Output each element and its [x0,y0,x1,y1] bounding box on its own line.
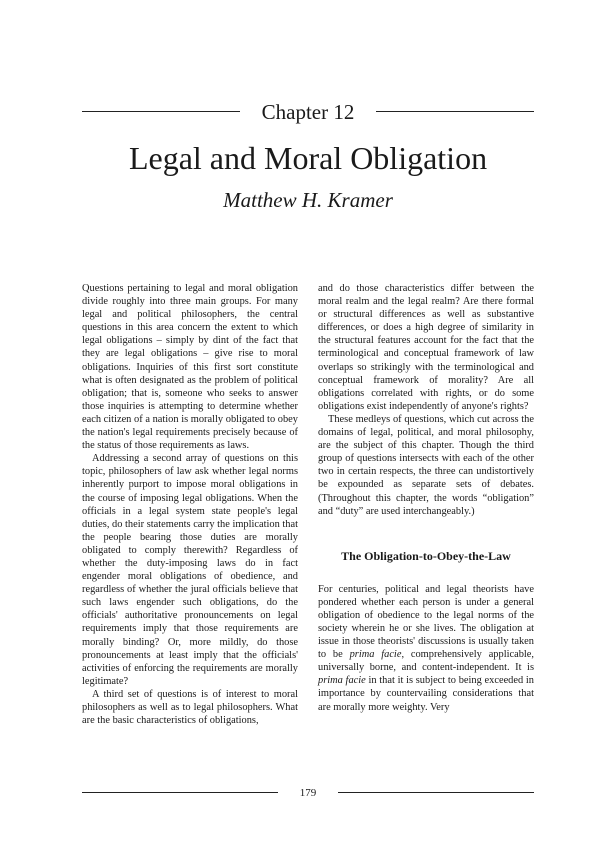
paragraph: These medleys of questions, which cut across the domains of legal, political, and moral philosophy, are the subject of this chapter. Though the third group of questions intersects with each of the other two in certain respects, the three can undistortively be expounded as separate sets of debates. (Throughout this chapter, the words “obligation” and “duty” are used interchangeably.) [318,413,534,517]
footer-rule-right [338,792,534,793]
left-column [82,282,298,727]
paragraph: and do those characteristics differ between the moral realm and the legal realm? Are there formal or structural differences as well as substantive differences, or does a high degree of similarity in the structural features account for the fact that the terminological and conceptual framework of law overlaps so strikingly with the terminological and conceptual framework of morality? Are all obligations correlated with rights, or do some obligations exist independently of anyone's rights? [318,283,534,412]
chapter-title: Legal and Moral Obligation [128,140,488,176]
section-heading: The Obligation-to-Obey-the-Law [341,548,511,563]
emphasis: prima facie [349,649,402,661]
emphasis: prima facie [318,675,366,687]
page-number: 179 [299,787,317,799]
paragraph: Addressing a second array of questions on this topic, philosophers of law ask whether legal norms inherently purport to impose moral obligations in the course of imposing legal obligations. When the officials in a legal system state people's legal duties, do their statements carry the implication that the people bearing those duties are morally obligated to comply therewith? Regardless of whether the duty-imposing laws do in fact engender moral obligations of obedience, and regardless of whether the jural officials believe that such laws engender such obligations, do the officials' authoritative pronouncements on legal requirements imply that those requirements are morally binding? Or, more mildly, do those pronouncements at least imply that the officials' activities of enforcing the requirements are morally legitimate? [82,453,298,687]
page-footer [82,785,534,801]
right-column [318,282,534,714]
text-run: , comprehensively applicable, universally borne, and content-independent. It is [318,649,534,674]
text-run: For centuries, political and legal theorists have pondered whether each person is under a general obligation of obedience to the legal norms of the society wherein he or she lives. The obligation at issue in those theorists' discussions is usually taken to be [318,583,534,661]
paragraph: A third set of questions is of interest to moral philosophers as well as to legal philosophers. What are the basic characteristics of obligations, [82,688,298,727]
chapter-header [82,100,534,124]
text-run: in that it is subject to being exceeded in importance by countervailing considerations that are morally more weighty. Very [318,675,534,713]
author-name: Matthew H. Kramer [223,188,393,212]
chapter-label: Chapter 12 [261,100,355,124]
chapter-rule-right [376,111,534,112]
paragraph: Questions pertaining to legal and moral obligation divide roughly into three main groups. For many legal and political philosophers, the central questions in this area concern the extent to which legal obligations – simply by dint of the fact that they are legal obligations – give rise to moral obligations. Inquiries of this first sort constitute what is often designated as the problem of political obligation; that is, someone who seeks to answer those inquiries is attempting to determine whether each citizen of a nation is morally obligated to obey the nation's legal requirements precisely because of the status of those requirements as laws. [82,283,298,452]
paragraph [318,583,534,714]
